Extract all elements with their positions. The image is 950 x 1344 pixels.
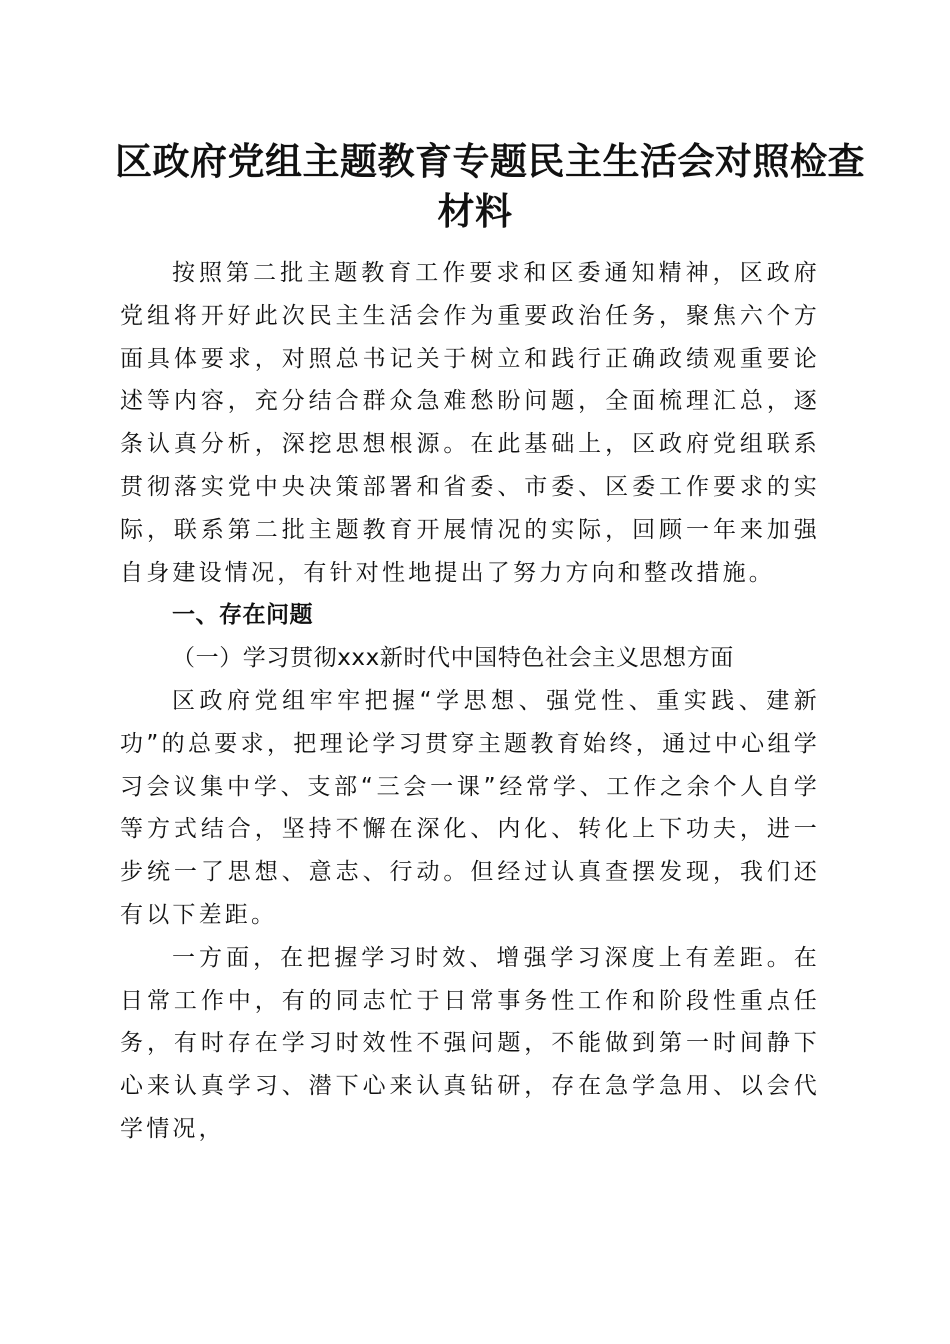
section-heading-existing-problems: 一、存在问题 bbox=[172, 602, 313, 629]
document-title bbox=[115, 136, 865, 236]
paragraph-intro: 按照第二批主题教育工作要求和区委通知精神，区政府党组将开好此次民主生活会作为重要政治任务，聚焦六个方面具体要求，对照总书记关于树立和践行正确政绩观重要论述等内容，充分结合群众急难愁盼问题，全面梳理汇总，逐条认真分析，深挖思想根源。在此基础上，区政府党组联系贯彻落实党中央决策部署和省委、市委、区委工作要求的实际，联系第二批主题教育开展情况的实际，回顾一年来加强自身建设情况，有针对性地提出了努力方向和整改措施。 bbox=[120, 260, 820, 586]
document-title-line-1: 区政府党组主题教育专题民主生活会对照检查 bbox=[115, 139, 865, 183]
subsection-heading-study-thought: （一）学习贯彻xxx新时代中国特色社会主义思想方面 bbox=[172, 645, 734, 672]
paragraph-study-gap: 一方面，在把握学习时效、增强学习深度上有差距。在日常工作中，有的同志忙于日常事务性工作和阶段性重点任务，有时存在学习时效性不强问题，不能做到第一时间静下心来认真学习、潜下心来认真钻研，存在急学急用、以会代学情况， bbox=[120, 944, 820, 1142]
document-title-line-2: 材料 bbox=[437, 189, 513, 233]
document-body bbox=[120, 252, 820, 1151]
paragraph-study-overview: 区政府党组牢牢把握“学思想、强党性、重实践、建新功”的总要求，把理论学习贯穿主题教育始终，通过中心组学习会议集中学、支部“三会一课”经常学、工作之余个人自学等方式结合，坚持不懈在深化、内化、转化上下功夫，进一步统一了思想、意志、行动。但经过认真查摆发现，我们还有以下差距。 bbox=[120, 687, 820, 928]
